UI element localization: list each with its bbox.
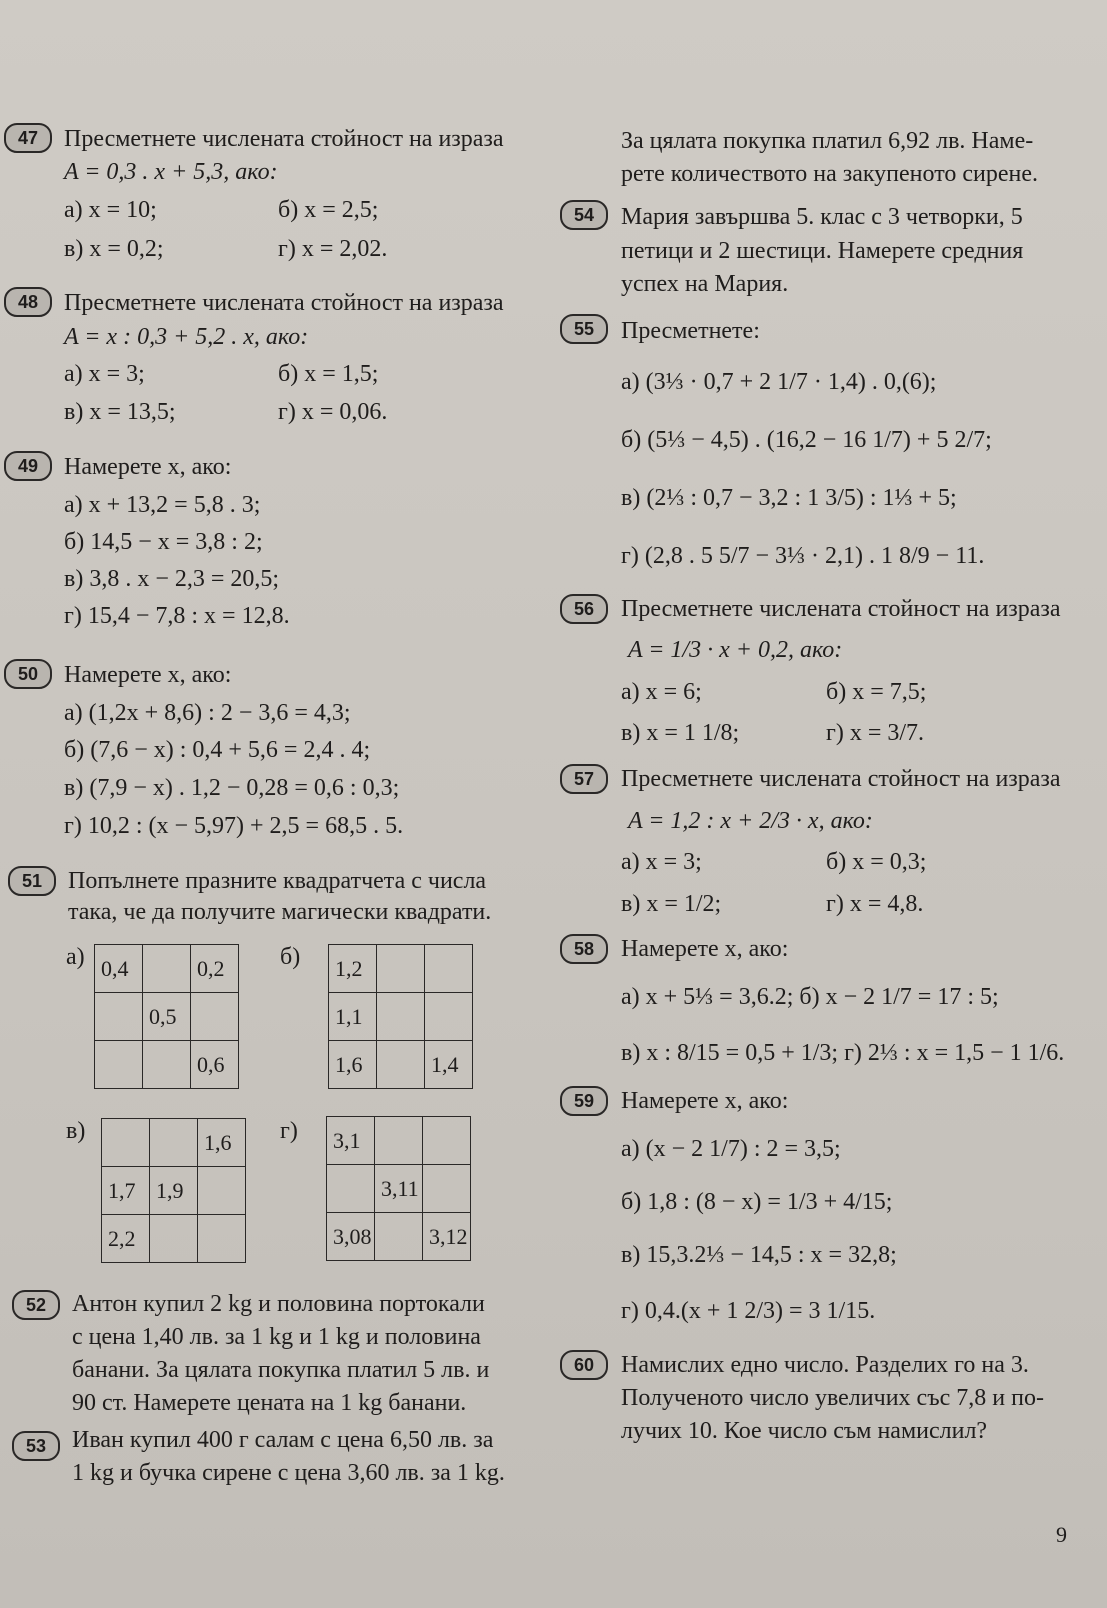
grid-cell: 3,1 (327, 1117, 375, 1165)
problem-number-58: 58 (560, 934, 608, 964)
grid-cell: 1,4 (425, 1041, 473, 1089)
problem-53-line4: рете количеството на закупеното сирене. (621, 161, 1039, 187)
problem-52-line2: с цена 1,40 лв. за 1 kg и 1 kg и половина (72, 1324, 481, 1350)
problem-54-line1: Мария завършва 5. клас с 3 четворки, 5 (621, 204, 1023, 230)
problem-59-d: г) 0,4.(x + 1 2/3) = 3 1/15. (621, 1298, 876, 1324)
grid-cell (191, 993, 239, 1041)
problem-49-text: Намерете x, ако: (64, 454, 232, 480)
grid-cell (327, 1165, 375, 1213)
grid-cell (423, 1117, 471, 1165)
grid-cell (150, 1215, 198, 1263)
grid-cell: 1,7 (102, 1167, 150, 1215)
problem-47-a: а) x = 10; (64, 197, 157, 223)
problem-59-a: а) (x − 2 1/7) : 2 = 3,5; (621, 1136, 841, 1162)
square-b-label: б) (280, 944, 301, 970)
grid-row (95, 1041, 239, 1089)
grid-cell (198, 1167, 246, 1215)
problem-58-cd: в) x : 8/15 = 0,5 + 1/3; г) 2⅓ : x = 1,5 − 1 1/6. (621, 1040, 1065, 1066)
problem-51-line1: Попълнете празните квадратчета с числа (68, 868, 487, 894)
problem-59-b: б) 1,8 : (8 − x) = 1/3 + 4/15; (621, 1189, 893, 1215)
grid-cell: 0,5 (143, 993, 191, 1041)
problem-number-53: 53 (12, 1431, 60, 1461)
problem-48-d: г) x = 0,06. (278, 399, 388, 425)
problem-52-line3: банани. За цялата покупка платил 5 лв. и (72, 1357, 490, 1383)
problem-60-line2: Полученото число увеличих със 7,8 и по- (621, 1385, 1044, 1411)
grid-cell: 1,6 (198, 1119, 246, 1167)
grid-cell (198, 1215, 246, 1263)
problem-number-47: 47 (4, 123, 52, 153)
grid-row (327, 1213, 471, 1261)
grid-cell: 3,11 (375, 1165, 423, 1213)
problem-50-c: в) (7,9 − x) . 1,2 − 0,28 = 0,6 : 0,3; (64, 775, 400, 801)
grid-row (102, 1119, 246, 1167)
problem-57-d: г) x = 4,8. (826, 891, 924, 917)
problem-57-expr: A = 1,2 : x + 2/3 · x, ако: (628, 808, 873, 834)
grid-cell: 1,9 (150, 1167, 198, 1215)
grid-cell: 3,08 (327, 1213, 375, 1261)
problem-53-line1: Иван купил 400 г салам с цена 6,50 лв. за (72, 1427, 494, 1453)
grid-row (327, 1165, 471, 1213)
problem-49-a: а) x + 13,2 = 5,8 . 3; (64, 492, 261, 518)
grid-cell: 3,12 (423, 1213, 471, 1261)
problem-number-50: 50 (4, 659, 52, 689)
grid-cell (425, 945, 473, 993)
problem-56-b: б) x = 7,5; (826, 679, 927, 705)
grid-cell: 0,4 (95, 945, 143, 993)
problem-60-line1: Намислих едно число. Разделих го на 3. (621, 1352, 1029, 1378)
problem-48-expr: A = x : 0,3 + 5,2 . x, ако: (64, 324, 309, 350)
problem-55-c: в) (2⅓ : 0,7 − 3,2 : 1 3/5) : 1⅓ + 5; (621, 485, 957, 511)
problem-55-text: Пресметнете: (621, 318, 760, 344)
square-d-label: г) (280, 1118, 298, 1144)
grid-row (102, 1167, 246, 1215)
grid-row (329, 1041, 473, 1089)
problem-54-line2: петици и 2 шестици. Намерете средния (621, 238, 1024, 264)
problem-50-a: а) (1,2x + 8,6) : 2 − 3,6 = 4,3; (64, 700, 351, 726)
problem-49-b: б) 14,5 − x = 3,8 : 2; (64, 529, 263, 555)
problem-52-line1: Антон купил 2 kg и половина портокали (72, 1291, 485, 1317)
magic-square-c (101, 1118, 246, 1263)
grid-cell (143, 1041, 191, 1089)
problem-47-expr: A = 0,3 . x + 5,3, ако: (64, 159, 278, 185)
problem-47-c: в) x = 0,2; (64, 236, 164, 262)
problem-58-text: Намерете x, ако: (621, 936, 789, 962)
problem-number-59: 59 (560, 1086, 608, 1116)
grid-cell (375, 1213, 423, 1261)
problem-number-48: 48 (4, 287, 52, 317)
problem-53-line3: За цялата покупка платил 6,92 лв. Наме- (621, 128, 1034, 154)
problem-48-text: Пресметнете числената стойност на израза (64, 290, 504, 316)
problem-59-text: Намерете x, ако: (621, 1088, 789, 1114)
problem-57-a: а) x = 3; (621, 849, 702, 875)
square-a-label: а) (66, 944, 85, 970)
problem-52-line4: 90 ст. Намерете цената на 1 kg банани. (72, 1390, 467, 1416)
problem-55-a: а) (3⅓ · 0,7 + 2 1/7 · 1,4) . 0,(6); (621, 369, 937, 395)
problem-53-line2: 1 kg и бучка сирене с цена 3,60 лв. за 1 kg. (72, 1460, 505, 1486)
grid-row (329, 993, 473, 1041)
grid-row (327, 1117, 471, 1165)
grid-cell (150, 1119, 198, 1167)
problem-number-56: 56 (560, 594, 608, 624)
problem-number-54: 54 (560, 200, 608, 230)
grid-cell: 1,1 (329, 993, 377, 1041)
grid-cell (377, 945, 425, 993)
grid-cell (377, 993, 425, 1041)
problem-number-60: 60 (560, 1350, 608, 1380)
problem-55-b: б) (5⅓ − 4,5) . (16,2 − 16 1/7) + 5 2/7; (621, 427, 992, 453)
grid-cell (95, 1041, 143, 1089)
problem-57-c: в) x = 1/2; (621, 891, 722, 917)
grid-row (329, 945, 473, 993)
grid-cell (375, 1117, 423, 1165)
problem-50-text: Намерете x, ако: (64, 662, 232, 688)
grid-cell: 0,2 (191, 945, 239, 993)
problem-56-c: в) x = 1 1/8; (621, 720, 740, 746)
page-number: 9 (1056, 1522, 1067, 1547)
grid-cell (95, 993, 143, 1041)
problem-54-line3: успех на Мария. (621, 271, 789, 297)
problem-51-line2: така, че да получите магически квадрати. (68, 899, 492, 925)
grid-cell (143, 945, 191, 993)
grid-cell (102, 1119, 150, 1167)
grid-cell: 0,6 (191, 1041, 239, 1089)
problem-48-b: б) x = 1,5; (278, 361, 379, 387)
grid-row (102, 1215, 246, 1263)
problem-47-b: б) x = 2,5; (278, 197, 379, 223)
problem-57-b: б) x = 0,3; (826, 849, 927, 875)
problem-50-d: г) 10,2 : (x − 5,97) + 2,5 = 68,5 . 5. (64, 813, 404, 839)
grid-cell (377, 1041, 425, 1089)
problem-56-expr: A = 1/3 · x + 0,2, ако: (628, 637, 843, 663)
problem-50-b: б) (7,6 − x) : 0,4 + 5,6 = 2,4 . 4; (64, 737, 371, 763)
magic-square-a (94, 944, 239, 1089)
problem-59-c: в) 15,3.2⅓ − 14,5 : x = 32,8; (621, 1242, 897, 1268)
grid-row (95, 945, 239, 993)
problem-47-d: г) x = 2,02. (278, 236, 388, 262)
grid-row (95, 993, 239, 1041)
problem-56-text: Пресметнете числената стойност на израза (621, 596, 1061, 622)
problem-48-c: в) x = 13,5; (64, 399, 176, 425)
problem-49-d: г) 15,4 − 7,8 : x = 12,8. (64, 603, 290, 629)
grid-cell: 1,6 (329, 1041, 377, 1089)
grid-cell (423, 1165, 471, 1213)
problem-58-ab: а) x + 5⅓ = 3,6.2; б) x − 2 1/7 = 17 : 5; (621, 984, 999, 1010)
problem-56-d: г) x = 3/7. (826, 720, 925, 746)
problem-48-a: а) x = 3; (64, 361, 145, 387)
problem-55-d: г) (2,8 . 5 5/7 − 3⅓ · 2,1) . 1 8/9 − 11. (621, 543, 985, 569)
square-c-label: в) (66, 1118, 86, 1144)
problem-47-text: Пресметнете числената стойност на израза (64, 126, 504, 152)
problem-number-57: 57 (560, 764, 608, 794)
magic-square-d (326, 1116, 471, 1261)
magic-square-b (328, 944, 473, 1089)
grid-cell: 1,2 (329, 945, 377, 993)
problem-56-a: а) x = 6; (621, 679, 702, 705)
problem-57-text: Пресметнете числената стойност на израза (621, 766, 1061, 792)
problem-60-line3: лучих 10. Кое число съм намислил? (621, 1418, 988, 1444)
grid-cell: 2,2 (102, 1215, 150, 1263)
grid-cell (425, 993, 473, 1041)
problem-49-c: в) 3,8 . x − 2,3 = 20,5; (64, 566, 280, 592)
problem-number-49: 49 (4, 451, 52, 481)
problem-number-51: 51 (8, 866, 56, 896)
problem-number-52: 52 (12, 1290, 60, 1320)
problem-number-55: 55 (560, 314, 608, 344)
